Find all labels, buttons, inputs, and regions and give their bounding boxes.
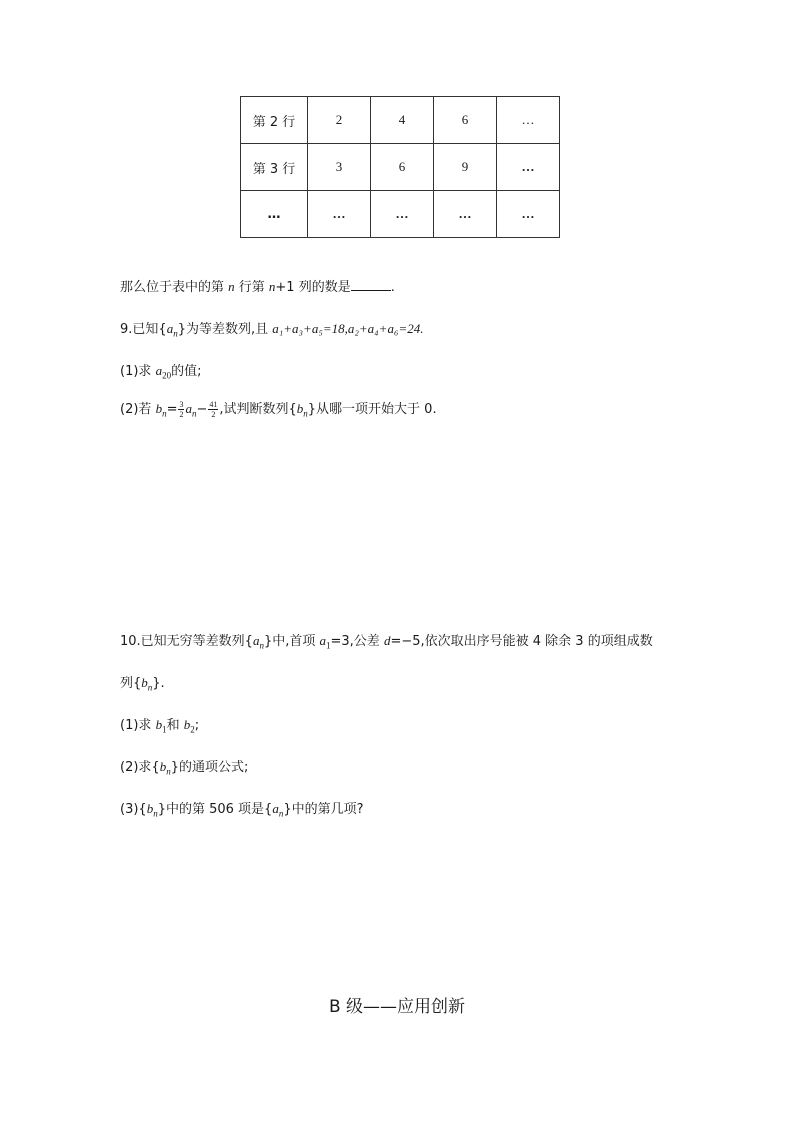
row-header-cell: … <box>241 191 308 238</box>
table-cell: 4 <box>371 97 434 144</box>
section-title: B 级——应用创新 <box>328 997 466 1017</box>
table-row <box>241 144 560 191</box>
q10-stem-line2: 列$\{b_n\}$. <box>120 675 165 693</box>
q10-stem-line1: 10.已知无穷等差数列$\{a_n\}$中,首项 $a_1=3$,公差 d=−5,依次取出序号能被 4 除余 3 的项组成数 <box>120 633 653 651</box>
q9-part1: (1)求 $a_{20}$的值; <box>120 363 202 381</box>
q10-part2: (2)求$\{b_n\}$的通项公式; <box>120 759 249 777</box>
table-cell: … <box>497 97 560 144</box>
q10-part1: (1)求 $b_1$和 $b_2$; <box>120 717 200 735</box>
fraction-41-2: $\frac{41}{2}$ <box>209 400 218 419</box>
q9-part2: (2)若 $b_n=$ $\frac{3}{2}$ $a_n-$ $\frac{41}{2}$ ,试判断数列$\{b_n\}$从哪一项开始大于 0. <box>120 400 437 419</box>
q9-stem: 9.已知$\{a_n\}$为等差数列,且 a₁+a₃+a₅=18,a₂+a₄+a₆=24. <box>120 321 424 339</box>
table-cell: 3 <box>308 144 371 191</box>
row-header-cell: 第 2 行 <box>241 97 308 144</box>
table-cell: … <box>497 144 560 191</box>
q10-part3: $(3)\{b_n\}$中的第 506 项是$\{a_n\}$中的第几项? <box>120 801 364 819</box>
table-cell: … <box>308 191 371 238</box>
table-cell: 6 <box>434 97 497 144</box>
answer-blank <box>351 278 391 291</box>
q8-question-tail: 那么位于表中的第 n 行第 n+1 列的数是 . <box>120 279 395 295</box>
table-cell: 9 <box>434 144 497 191</box>
table-cell: … <box>434 191 497 238</box>
table-cell: … <box>497 191 560 238</box>
table-row <box>241 97 560 144</box>
number-table <box>240 96 560 238</box>
table-cell: 2 <box>308 97 371 144</box>
fraction-3-2: $\frac{3}{2}$ <box>179 400 184 419</box>
row-header-cell: 第 3 行 <box>241 144 308 191</box>
table-cell: … <box>371 191 434 238</box>
table-row <box>241 191 560 238</box>
table-cell: 6 <box>371 144 434 191</box>
